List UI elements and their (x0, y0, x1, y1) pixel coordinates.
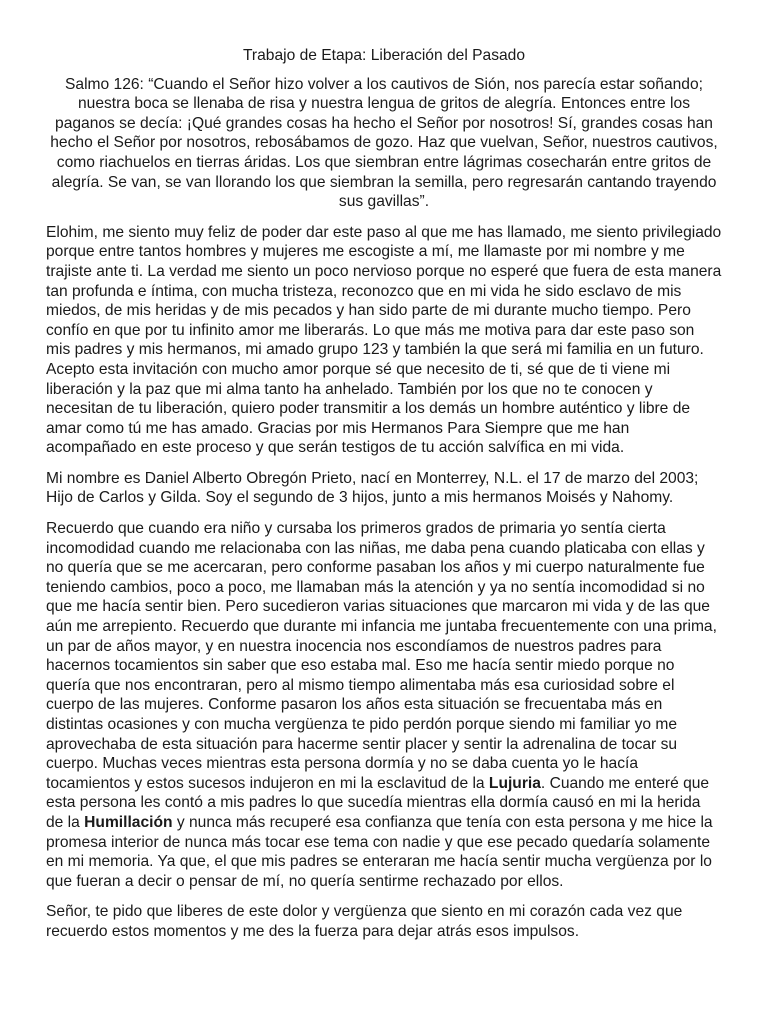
paragraph-closing-prayer: Señor, te pido que liberes de este dolor y vergüenza que siento en mi corazón cada vez que recuerdo estos momentos y me des la fuerza para dejar atrás esos impulsos. (46, 903, 683, 940)
document-page (46, 46, 722, 953)
paragraph-text-part-2: . Cuando me enteré que esta persona les contó a mis padres lo que sucedía mientras ella dormía causó en mi la herida de la (46, 774, 710, 831)
paragraph-text-part-3: y nunca más recuperé esa confianza que tenía con esta persona y me hice la promesa interior de nunca más tocar ese tema con nadie y que ese pecado quedaría solamente en mi memoria. Ya que, el que mis padres se enteraran me hacía sentir mucha vergüenza por lo que fueran a decir o pensar de mí, no quería sentirme rechazado por ellos. (46, 813, 713, 890)
paragraph-personal-info: Mi nombre es Daniel Alberto Obregón Prieto, nací en Monterrey, N.L. el 17 de marzo del 2003; Hijo de Carlos y Gilda. Soy el segundo de 3 hijos, junto a mis hermanos Moisés y Nahomy. (46, 469, 699, 507)
paragraph-prayer-intro: Elohim, me siento muy feliz de poder dar este paso al que me has llamado, me siento privilegiado porque entre tantos hombres y mujeres me escogiste a mí, me llamaste por mi nombre y me trajiste ante ti. La verdad me siento un poco nervioso porque no esperé que fuera de esta manera tan profunda e íntima, con mucha tristeza, reconozco que en mi vida he sido esclavo de mis miedos, de mis heridas y de mis pecados y han sido parte de mi durante mucho tiempo. Pero confío en que por tu infinito amor me liberarás. Lo que más me motiva para dar este paso son mis padres y mis hermanos, mi amado grupo 123 y también la que será mi familia en un futuro. Acepto esta invitación con mucho amor porque sé que necesito de ti, sé que de ti viene mi liberación y la paz que mi alma tanto ha anhelado. También por los que no te conocen y necesitan de tu liberación, quiero poder transmitir a los demás un hombre auténtico y libre de amar como tú me has amado. Gracias por mis Hermanos Para Siempre que me han acompañado en este proceso y que serán testigos de tu acción salvífica en mi vida. (46, 223, 722, 457)
bold-term-lujuria: Lujuria (488, 774, 541, 792)
paragraph-text-part-1: Recuerdo que cuando era niño y cursaba los primeros grados de primaria yo sentía cierta incomodidad cuando me relacionaba con las niñas, me daba pena cuando platicaba con ellas y no quería que se me acercaran, pero conforme pasaban los años y mi cuerpo naturalmente fue teniendo cambios, poco a poco, me llamaban más la atención y ya no sentía incomodidad si no que me hacía sentir bien. Pero sucedieron varias situaciones que marcaron mi vida y de las que aún me arrepiento. Recuerdo que durante mi infancia me juntaba frecuentemente con una prima, un par de años mayor, y en nuestra inocencia nos escondíamos de nuestros padres para hacernos tocamientos sin saber que eso estaba mal. Eso me hacía sentir miedo porque no quería que nos encontraran, pero al mismo tiempo alimentaba más esa curiosidad sobre el cuerpo de las mujeres. Conforme pasaron los años esta situación se frecuentaba más en distintas ocasiones y con mucha vergüenza te pido perdón porque siendo mi familiar yo me aprovechaba de esta situación para hacerme sentir placer y sentir la adrenalina de tocar su cuerpo. Muchas veces mientras esta persona dormía y no se daba cuenta yo le hacía tocamientos y estos sucesos indujeron en mi la esclavitud de la (46, 520, 717, 792)
paragraph-childhood-memory (46, 519, 722, 891)
document-title: Trabajo de Etapa: Liberación del Pasado (242, 47, 526, 64)
psalm-quote: Salmo 126: “Cuando el Señor hizo volver a los cautivos de Sión, nos parecía estar soñando; nuestra boca se llenaba de risa y nuestra lengua de gritos de alegría. Entonces entre los paganos se decía: ¡Qué grandes cosas ha hecho el Señor por nosotros! Sí, grandes cosas han hecho el Señor por nosotros, rebosábamos de gozo. Haz que vuelvan, Señor, nuestros cautivos, como riachuelos en tierras áridas. Los que siembran entre lágrimas cosecharán entre gritos de alegría. Se van, se van llorando los que siembran la semilla, pero regresarán cantando trayendo sus gavillas”. (50, 75, 718, 211)
bold-term-humillacion: Humillación (84, 813, 173, 831)
